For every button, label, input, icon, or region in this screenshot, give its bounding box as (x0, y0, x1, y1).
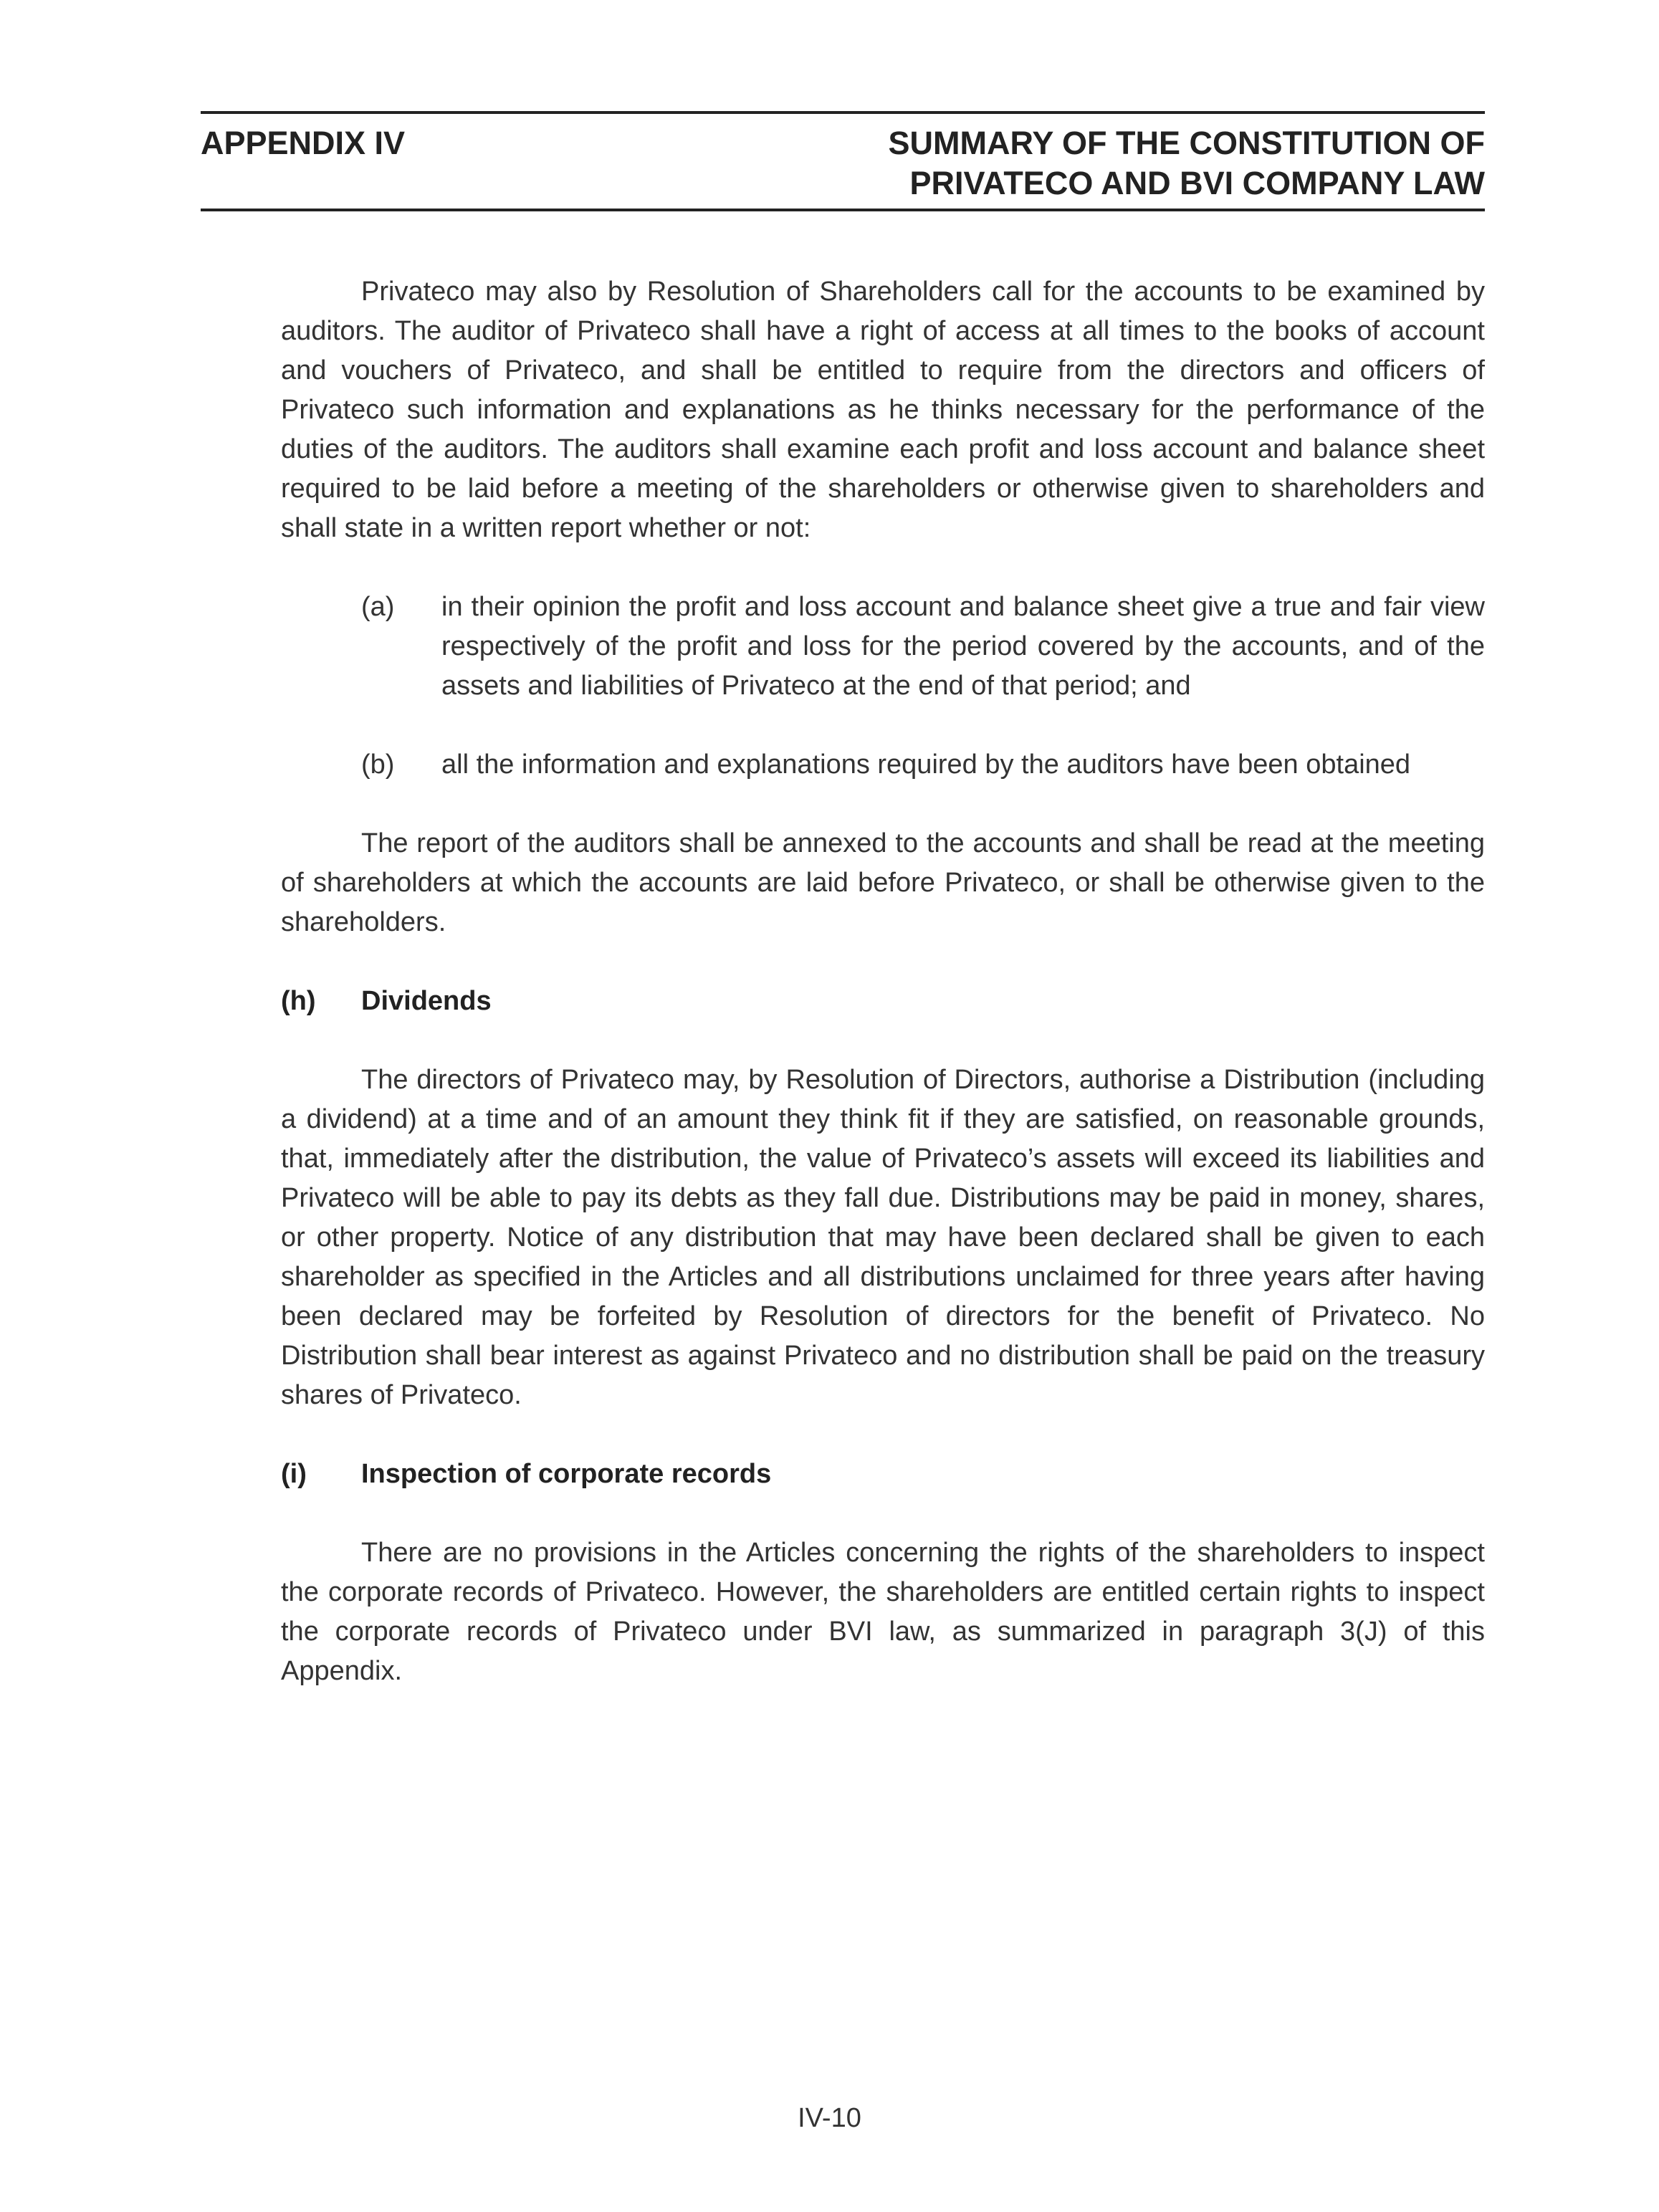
paragraph-auditors-examination: Privateco may also by Resolution of Shareholders call for the accounts to be examined by auditors. The auditor of Privateco shall have a right of access at all times to the books of account and vouchers of Privateco, and shall be entitled to require from the directors and officers of Privateco such information and explanations as he thinks necessary for the performance of the duties of the auditors. The auditors shall examine each profit and loss account and balance sheet required to be laid before a meeting of the shareholders or otherwise given to shareholders and shall state in a written report whether or not: (281, 277, 1485, 543)
section-heading-dividends (281, 982, 1485, 1021)
appendix-label: APPENDIX IV (201, 125, 406, 161)
header-title (889, 123, 1485, 204)
paragraph-dividends: The directors of Privateco may, by Resolution of Directors, authorise a Distribution (including a dividend) at a time and of an amount they think fit if they are satisfied, on reasonable grounds, that, immediately after the distribution, the value of Privateco’s assets will exceed its liabilities and Privateco will be able to pay its debts as they fall due. Distributions may be paid in money, shares, or other property. Notice of any distribution that may have been declared shall be given to each shareholder as specified in the Articles and all distributions unclaimed for three years after having been declared may be forfeited by Resolution of directors for the benefit of Privateco. No Distribution shall bear interest as against Privateco and no distribution shall be paid on the treasury shares of Privateco. (281, 1065, 1485, 1410)
section-title: Dividends (361, 986, 492, 1016)
header-title-line-2: PRIVATECO AND BVI COMPANY LAW (909, 165, 1485, 201)
document-body (281, 272, 1485, 1730)
list-item-a (281, 588, 1485, 706)
list-item-label: (a) (361, 592, 395, 622)
section-heading-inspection (281, 1455, 1485, 1494)
list-item-label: (b) (361, 750, 395, 780)
page-header (201, 111, 1485, 211)
list-item-text: in their opinion the profit and loss account and balance sheet give a true and fair view respectively of the profit and loss for the period covered by the accounts, and of the assets and liabilities of Privateco at the end of that period; and (441, 592, 1485, 701)
paragraph-auditors-report: The report of the auditors shall be annexed to the accounts and shall be read at the meeting of shareholders at which the accounts are laid before Privateco, or shall be otherwise given to the shareholders. (281, 828, 1485, 937)
section-label: (i) (281, 1459, 307, 1489)
list-item-b (281, 745, 1485, 785)
section-title: Inspection of corporate records (361, 1459, 772, 1489)
section-label: (h) (281, 986, 316, 1016)
page-number: IV-10 (798, 2103, 861, 2133)
list-item-text: all the information and explanations required by the auditors have been obtained (441, 750, 1411, 780)
paragraph-inspection: There are no provisions in the Articles concerning the rights of the shareholders to inspect the corporate records of Privateco. However, the shareholders are entitled certain rights to inspect the corporate records of Privateco under BVI law, as summarized in paragraph 3(J) of this Appendix. (281, 1538, 1485, 1686)
header-title-line-1: SUMMARY OF THE CONSTITUTION OF (888, 125, 1485, 161)
